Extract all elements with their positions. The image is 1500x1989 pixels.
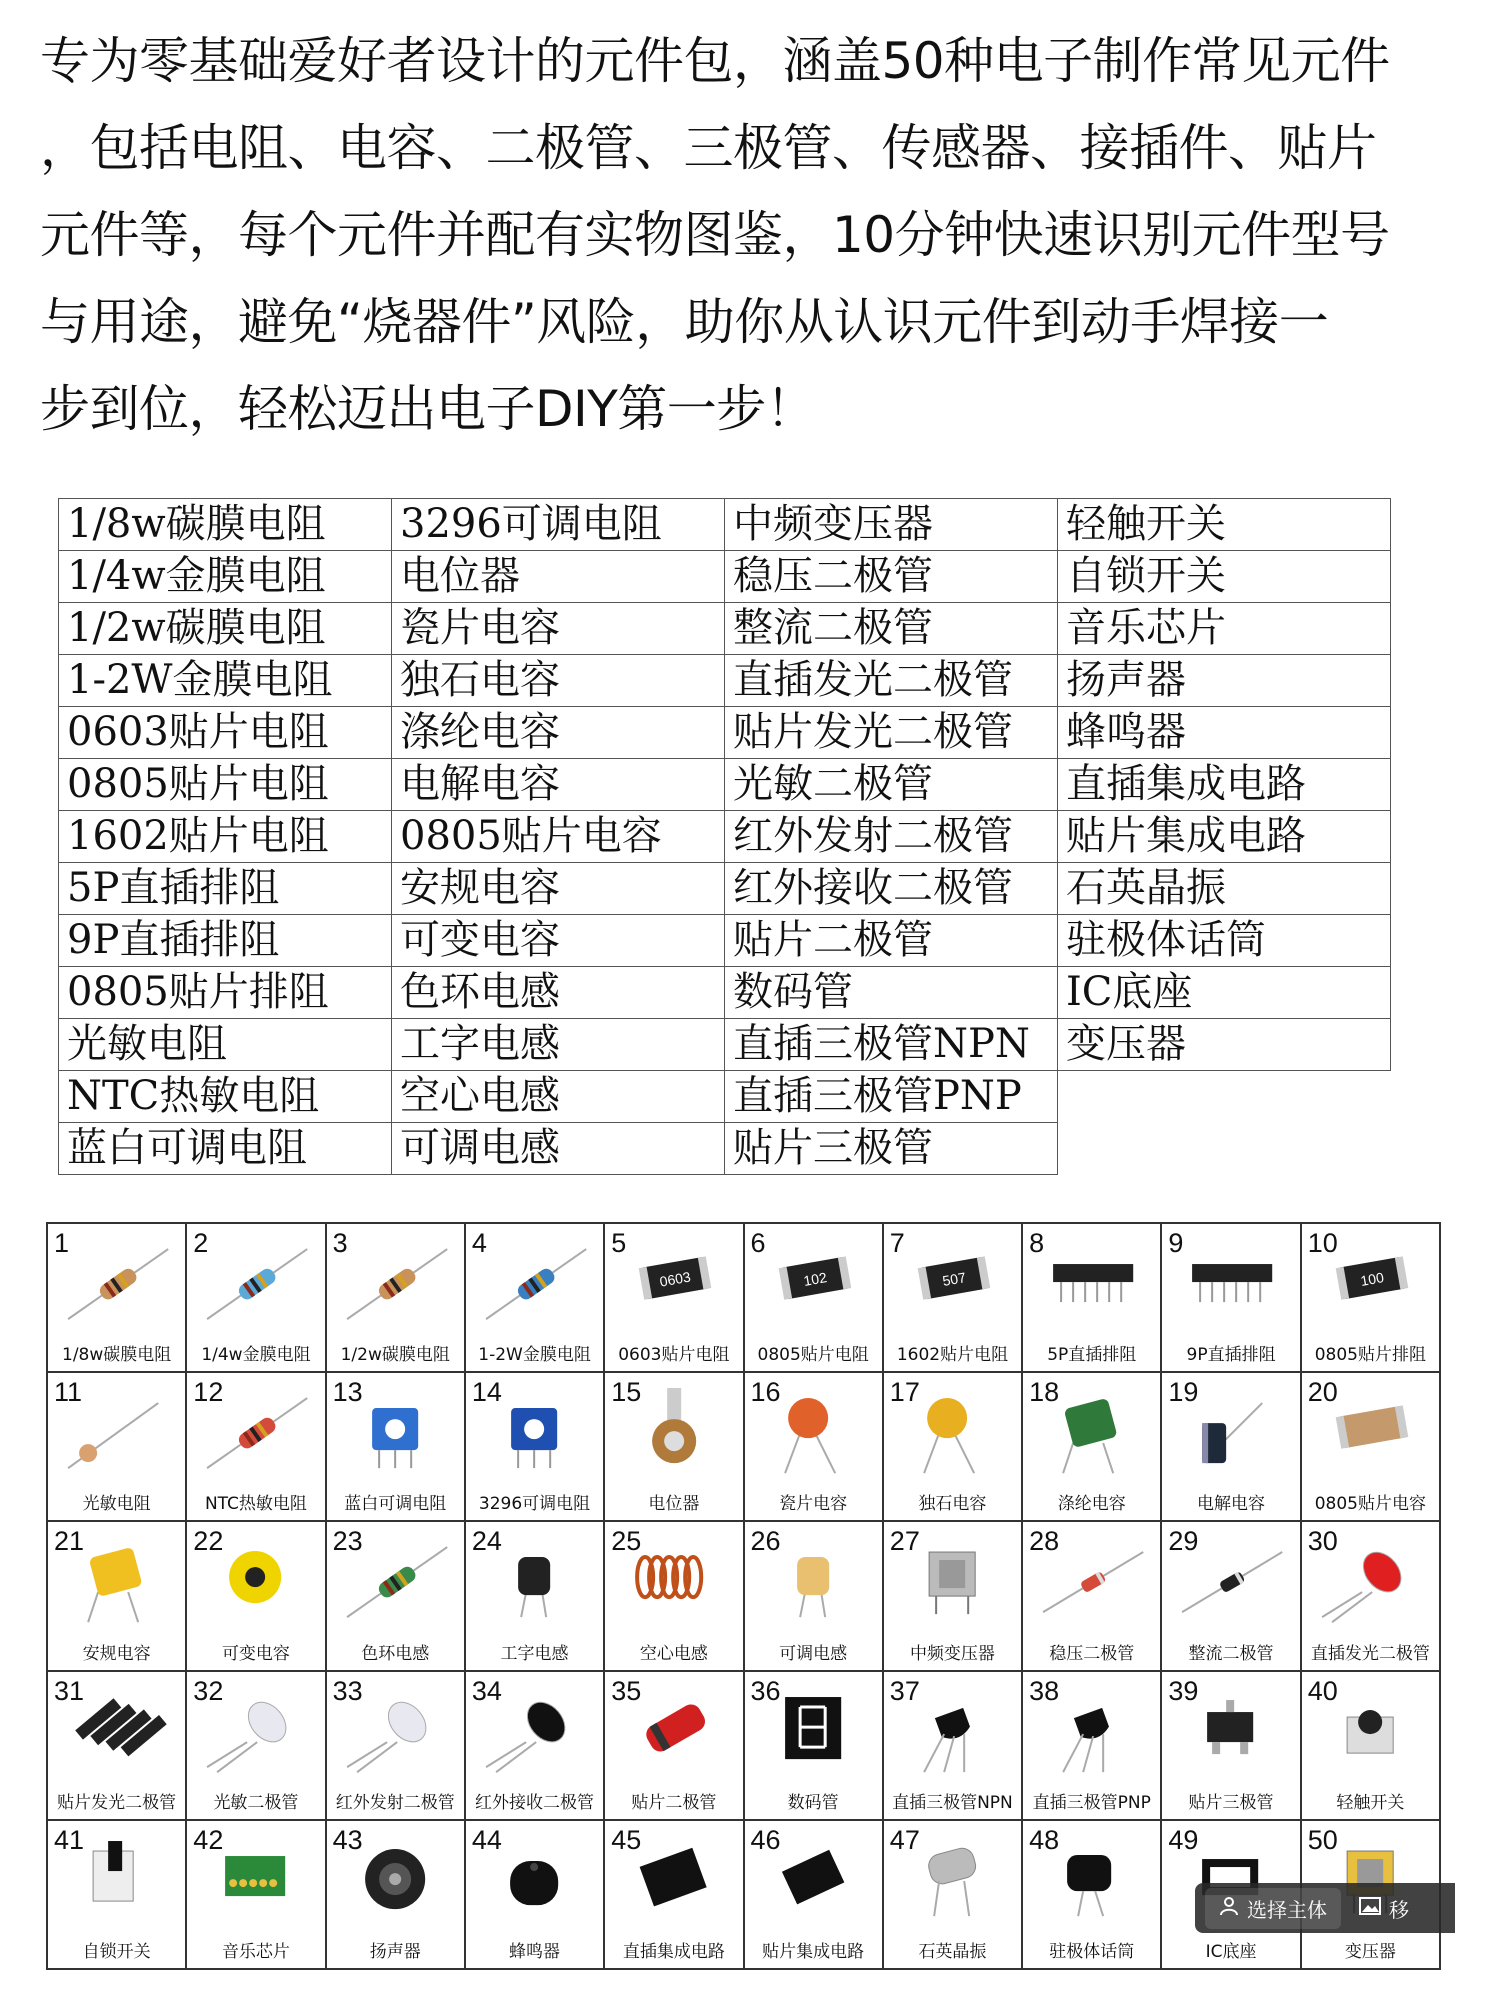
component-label: 0603贴片电阻: [618, 1345, 730, 1366]
component-cell: [1023, 1373, 1160, 1520]
component-number: 4: [471, 1228, 487, 1258]
table-cell: 中频变压器: [725, 499, 1058, 551]
component-label: 0805贴片排阻: [1314, 1345, 1426, 1366]
table-cell: 0805贴片排阻: [59, 967, 392, 1019]
select-subject-label: 选择主体: [1247, 1897, 1327, 1922]
component-cell: [466, 1821, 603, 1968]
component-label: 整流二极管: [1188, 1643, 1274, 1664]
component-cell: [1023, 1224, 1160, 1371]
component-number: 9: [1168, 1228, 1184, 1258]
table-cell: 电解电容: [392, 759, 725, 811]
component-number: 33: [332, 1675, 363, 1706]
component-number: 42: [193, 1824, 224, 1855]
component-label: 贴片三极管: [1188, 1792, 1274, 1813]
component-number: 10: [1307, 1228, 1338, 1258]
component-label: 光敏二极管: [213, 1792, 299, 1813]
table-cell: 空心电感: [392, 1071, 725, 1123]
component-number: 25: [611, 1526, 642, 1557]
component-cell: [187, 1224, 324, 1371]
component-label: 电解电容: [1197, 1494, 1266, 1515]
table-row: [59, 603, 1391, 655]
component-number: 5: [611, 1228, 627, 1258]
table-cell: 工字电感: [392, 1019, 725, 1071]
component-label: 1/8w碳膜电阻: [62, 1345, 172, 1366]
component-label: 轻触开关: [1336, 1792, 1405, 1813]
component-number: 38: [1029, 1675, 1060, 1706]
component-label: 5P直插排阻: [1047, 1345, 1137, 1366]
component-label: 1602贴片电阻: [896, 1345, 1009, 1366]
component-number: 21: [54, 1526, 85, 1557]
component-number: 39: [1168, 1675, 1199, 1706]
component-number: 36: [750, 1675, 781, 1706]
table-cell: 0805贴片电容: [392, 811, 725, 863]
component-label: 扬声器: [369, 1941, 421, 1962]
component-label: 可变电容: [221, 1643, 290, 1664]
component-number: 37: [889, 1675, 920, 1706]
component-cell: [48, 1373, 185, 1520]
table-cell: 整流二极管: [725, 603, 1058, 655]
component-cell: [605, 1672, 742, 1819]
component-number: 46: [750, 1824, 781, 1855]
table-cell: 电位器: [392, 551, 725, 603]
table-cell: 色环电感: [392, 967, 725, 1019]
component-number: 27: [889, 1526, 920, 1557]
component-number: 11: [54, 1377, 83, 1408]
component-label: 直插三极管PNP: [1032, 1792, 1151, 1813]
component-cell: [884, 1522, 1021, 1669]
table-cell: 蓝白可调电阻: [59, 1123, 392, 1175]
table-cell: 石英晶振: [1058, 863, 1391, 915]
component-cell: [1162, 1672, 1299, 1819]
component-number: 31: [54, 1675, 85, 1706]
component-cell: [884, 1224, 1021, 1371]
component-number: 13: [332, 1377, 363, 1408]
table-cell: 直插发光二极管: [725, 655, 1058, 707]
table-row: [59, 1123, 1391, 1175]
component-label: 贴片二极管: [631, 1792, 717, 1813]
component-label: 安规电容: [82, 1643, 151, 1664]
component-label: 0805贴片电阻: [757, 1345, 869, 1366]
component-cell: [466, 1672, 603, 1819]
svg-text:100: 100: [1358, 1269, 1385, 1289]
table-cell: 5P直插排阻: [59, 863, 392, 915]
component-label: 色环电感: [361, 1643, 430, 1664]
table-cell: 光敏电阻: [59, 1019, 392, 1071]
component-number: 28: [1029, 1526, 1060, 1557]
component-label: 1/2w碳膜电阻: [340, 1345, 450, 1366]
table-cell: 安规电容: [392, 863, 725, 915]
component-number: 17: [889, 1377, 920, 1408]
component-label: 贴片发光二极管: [57, 1792, 177, 1813]
component-cell: [48, 1821, 185, 1968]
component-number: 1: [54, 1228, 70, 1258]
table-cell: 稳压二极管: [725, 551, 1058, 603]
component-cell: [605, 1373, 742, 1520]
component-cell: [327, 1373, 464, 1520]
component-label: 9P直插排阻: [1186, 1345, 1276, 1366]
table-cell: 变压器: [1058, 1019, 1391, 1071]
table-cell: 直插集成电路: [1058, 759, 1391, 811]
person-icon: [1219, 1896, 1239, 1921]
component-label: 石英晶振: [918, 1941, 987, 1962]
component-cell: [605, 1821, 742, 1968]
component-label: 3296可调电阻: [478, 1494, 591, 1515]
component-label: 空心电感: [639, 1643, 708, 1664]
component-number: 6: [750, 1228, 766, 1258]
component-cell: [745, 1821, 882, 1968]
table-cell: 贴片二极管: [725, 915, 1058, 967]
table-cell: 独石电容: [392, 655, 725, 707]
intro-line: 步到位，轻松迈出电子DIY第一步！: [40, 380, 816, 438]
component-cell: [745, 1672, 882, 1819]
component-cell: [605, 1522, 742, 1669]
intro-line: ，包括电阻、电容、二极管、三极管、传感器、接插件、贴片: [40, 119, 1377, 177]
component-label: 0805贴片电容: [1314, 1494, 1426, 1515]
table-row: [59, 1071, 1391, 1123]
component-label: 独石电容: [918, 1494, 987, 1515]
component-label: 蜂鸣器: [509, 1941, 561, 1962]
component-number: 7: [889, 1228, 905, 1258]
component-label: 中频变压器: [909, 1643, 995, 1664]
component-label: 贴片集成电路: [762, 1941, 865, 1962]
table-cell: 可变电容: [392, 915, 725, 967]
component-cell: [745, 1224, 882, 1371]
component-number: 19: [1168, 1377, 1199, 1408]
table-cell: 涤纶电容: [392, 707, 725, 759]
table-row: [59, 967, 1391, 1019]
component-cell: [1302, 1672, 1439, 1819]
table-cell: 0603贴片电阻: [59, 707, 392, 759]
component-number: 23: [332, 1526, 363, 1557]
component-number: 44: [471, 1824, 502, 1855]
component-name-table: [58, 498, 1391, 1175]
intro-line: 与用途，避免“烧器件”风险，助你从认识元件到动手焊接一: [40, 293, 1329, 351]
component-label: 数码管: [787, 1792, 839, 1813]
component-cell: [745, 1373, 882, 1520]
component-number: 40: [1307, 1675, 1338, 1706]
component-cell: [1302, 1522, 1439, 1669]
component-cell: [884, 1821, 1021, 1968]
component-cell: [187, 1373, 324, 1520]
intro-line: 专为零基础爱好者设计的元件包，涵盖50种电子制作常见元件: [40, 32, 1390, 90]
table-row: [59, 551, 1391, 603]
component-label: 自锁开关: [82, 1941, 151, 1962]
component-label: 光敏电阻: [82, 1494, 151, 1515]
component-number: 50: [1307, 1824, 1338, 1855]
table-cell: [1058, 1071, 1391, 1123]
component-number: 34: [471, 1675, 502, 1706]
component-cell: [48, 1224, 185, 1371]
component-cell: [327, 1821, 464, 1968]
table-cell: 1/2w碳膜电阻: [59, 603, 392, 655]
component-number: 3: [332, 1228, 348, 1258]
table-row: [59, 863, 1391, 915]
component-number: 16: [750, 1377, 781, 1408]
table-row: [59, 915, 1391, 967]
component-cell: [327, 1672, 464, 1819]
table-cell: 1/4w金膜电阻: [59, 551, 392, 603]
table-row: [59, 499, 1391, 551]
move-label: 移: [1389, 1897, 1409, 1922]
intro-line: 元件等，每个元件并配有实物图鉴，10分钟快速识别元件型号: [40, 206, 1390, 264]
component-cell: [1023, 1672, 1160, 1819]
table-cell: 1/8w碳膜电阻: [59, 499, 392, 551]
component-label: 可调电感: [779, 1643, 848, 1664]
component-label: 蓝白可调电阻: [344, 1494, 447, 1515]
table-cell: 音乐芯片: [1058, 603, 1391, 655]
component-label: 涤纶电容: [1057, 1494, 1126, 1515]
component-label: 稳压二极管: [1049, 1643, 1135, 1664]
select-subject-button[interactable]: [1205, 1888, 1341, 1929]
component-cell: [1302, 1373, 1439, 1520]
table-row: [59, 759, 1391, 811]
component-cell: [327, 1224, 464, 1371]
component-cell: [1302, 1224, 1439, 1371]
component-cell: [48, 1522, 185, 1669]
component-label: 直插发光二极管: [1310, 1643, 1430, 1664]
component-label: 工字电感: [500, 1643, 569, 1664]
table-cell: 贴片三极管: [725, 1123, 1058, 1175]
table-cell: 直插三极管PNP: [725, 1071, 1058, 1123]
component-number: 35: [611, 1675, 642, 1706]
component-photo-grid: [46, 1222, 1441, 1970]
component-cell: [187, 1672, 324, 1819]
component-number: 15: [611, 1377, 642, 1408]
component-number: 20: [1307, 1377, 1338, 1408]
component-number: 18: [1029, 1377, 1060, 1408]
table-cell: 贴片发光二极管: [725, 707, 1058, 759]
component-number: 45: [611, 1824, 642, 1855]
component-number: 48: [1029, 1824, 1060, 1855]
table-cell: 瓷片电容: [392, 603, 725, 655]
svg-text:507: 507: [941, 1269, 967, 1289]
table-cell: 红外接收二极管: [725, 863, 1058, 915]
component-label: IC底座: [1205, 1941, 1257, 1962]
component-label: 瓷片电容: [779, 1494, 848, 1515]
component-label: NTC热敏电阻: [204, 1494, 307, 1515]
component-number: 41: [54, 1824, 85, 1855]
component-number: 26: [750, 1526, 781, 1557]
svg-text:102: 102: [801, 1269, 828, 1289]
table-cell: 1602贴片电阻: [59, 811, 392, 863]
component-number: 14: [471, 1377, 502, 1408]
component-label: 驻极体话筒: [1049, 1941, 1135, 1962]
component-number: 49: [1168, 1824, 1199, 1855]
component-cell: [605, 1224, 742, 1371]
component-cell: [1162, 1224, 1299, 1371]
component-number: 32: [193, 1675, 224, 1706]
table-cell: 扬声器: [1058, 655, 1391, 707]
svg-text:0603: 0603: [658, 1268, 693, 1290]
table-cell: 轻触开关: [1058, 499, 1391, 551]
component-label: 1/4w金膜电阻: [201, 1345, 311, 1366]
table-cell: 3296可调电阻: [392, 499, 725, 551]
table-cell: 可调电感: [392, 1123, 725, 1175]
component-label: 红外发射二极管: [335, 1792, 455, 1813]
component-cell: [745, 1522, 882, 1669]
component-cell: [187, 1821, 324, 1968]
table-cell: 红外发射二极管: [725, 811, 1058, 863]
component-number: 43: [332, 1824, 363, 1855]
component-number: 29: [1168, 1526, 1199, 1557]
table-cell: 直插三极管NPN: [725, 1019, 1058, 1071]
component-number: 22: [193, 1526, 224, 1557]
component-number: 2: [193, 1228, 209, 1258]
component-label: 红外接收二极管: [475, 1792, 595, 1813]
component-label: 变压器: [1344, 1941, 1396, 1962]
table-row: [59, 707, 1391, 759]
component-cell: [884, 1373, 1021, 1520]
table-cell: 驻极体话筒: [1058, 915, 1391, 967]
component-cell: [1162, 1522, 1299, 1669]
table-cell: 0805贴片电阻: [59, 759, 392, 811]
component-label: 音乐芯片: [221, 1941, 290, 1962]
table-cell: 蜂鸣器: [1058, 707, 1391, 759]
component-label: 1-2W金膜电阻: [478, 1345, 591, 1366]
component-cell: [466, 1373, 603, 1520]
table-cell: 1-2W金膜电阻: [59, 655, 392, 707]
table-cell: 自锁开关: [1058, 551, 1391, 603]
component-cell: [48, 1672, 185, 1819]
table-cell: 光敏二极管: [725, 759, 1058, 811]
component-cell: [1023, 1522, 1160, 1669]
image-icon: [1359, 1896, 1381, 1920]
table-cell: 贴片集成电路: [1058, 811, 1391, 863]
table-row: [59, 811, 1391, 863]
intro-text: [40, 18, 1460, 453]
table-cell: NTC热敏电阻: [59, 1071, 392, 1123]
component-cell: [884, 1672, 1021, 1819]
component-cell: [187, 1522, 324, 1669]
floating-toolbar: [1195, 1883, 1455, 1933]
component-number: 47: [889, 1824, 920, 1855]
table-cell: [1058, 1123, 1391, 1175]
component-cell: [466, 1522, 603, 1669]
component-cell: [1023, 1821, 1160, 1968]
component-number: 30: [1307, 1526, 1338, 1557]
component-label: 直插集成电路: [622, 1941, 725, 1962]
component-label: 直插三极管NPN: [892, 1792, 1013, 1813]
component-number: 8: [1029, 1228, 1045, 1258]
component-number: 12: [193, 1377, 224, 1408]
component-label: 电位器: [648, 1494, 700, 1515]
component-cell: [1162, 1373, 1299, 1520]
move-button[interactable]: [1359, 1894, 1409, 1923]
component-cell: [327, 1522, 464, 1669]
component-number: 24: [471, 1526, 502, 1557]
table-cell: 数码管: [725, 967, 1058, 1019]
component-cell: [466, 1224, 603, 1371]
table-row: [59, 1019, 1391, 1071]
table-cell: IC底座: [1058, 967, 1391, 1019]
table-row: [59, 655, 1391, 707]
table-cell: 9P直插排阻: [59, 915, 392, 967]
